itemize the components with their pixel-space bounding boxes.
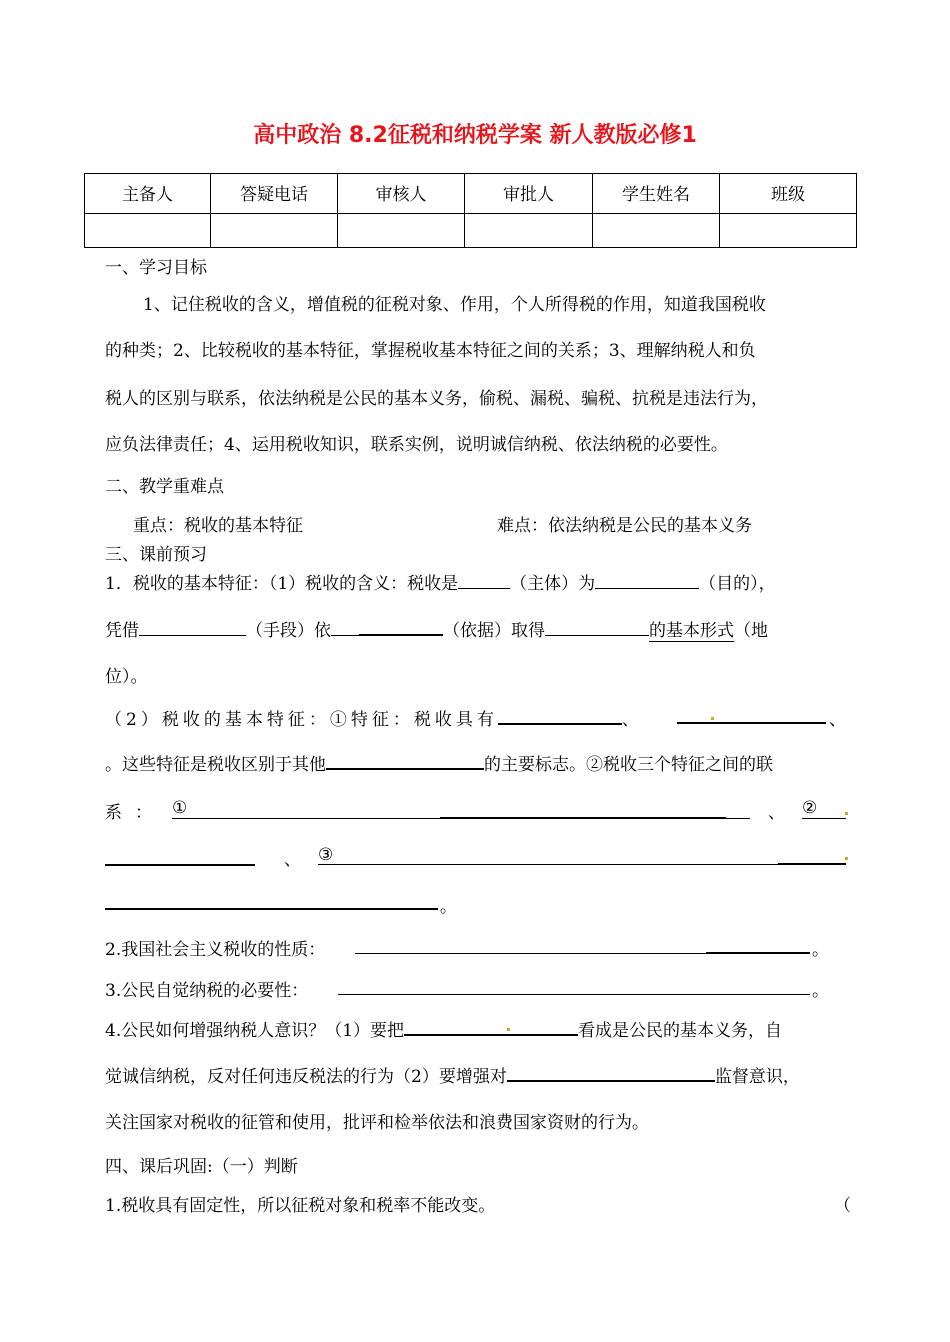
blank-nature-b[interactable] [706,952,810,954]
blank-purpose[interactable] [595,570,699,589]
difficult-point: 难点：依法纳税是公民的基本义务 [497,516,752,536]
q4-line3: 关注国家对税收的征管和使用，批评和检举依法和浪费国家资财的行为。 [105,1113,649,1133]
blank-subject[interactable] [458,570,510,589]
q4-line1 [105,1016,782,1041]
table-header-cell: 主备人 [85,174,211,214]
q4-text: 看成是公民的基本义务，自 [578,1021,783,1041]
section1-heading: 一、学习目标 [105,258,207,278]
section2-heading: 二、教学重难点 [105,477,224,497]
q1-text: 凭借 [105,621,139,641]
objective-line: 税人的区别与联系，依法纳税是公民的基本义务，偷税、漏税、骗税、抗税是违法行为， [105,389,768,409]
q1-line5 [105,750,773,775]
q1-text: （依据）取得 [443,621,545,641]
table-header-cell: 审核人 [338,174,465,214]
q4-text: 觉诚信纳税，反对任何违反税法的行为（2）要增强对 [105,1067,507,1087]
judgement-item-1: 1.税收具有固定性，所以征税对象和税率不能改变。 [105,1196,496,1216]
blank-necessity[interactable] [338,994,810,995]
page-title: 高中政治 8.2征税和纳税学案 新人教版必修1 [253,123,697,148]
blank-relation-2[interactable] [802,818,846,819]
q1-text: （目的）， [699,574,776,594]
mark-dot [845,857,848,860]
q1-text: ③ [318,845,334,865]
q1-text: 的主要标志。②税收三个特征之间的联 [484,755,773,775]
q1-text: 的基本形式 [649,621,734,641]
section3-heading: 三、课前预习 [105,545,207,565]
q2-label: 2.我国社会主义税收的性质： [105,940,326,960]
table-cell[interactable] [720,214,857,248]
q1-text: 、 [621,710,639,730]
table-cell[interactable] [593,214,720,248]
q4-text: 4.公民如何增强纳税人意识？（1）要把 [105,1021,405,1041]
q1-text: ① [172,798,188,818]
blank-supervision[interactable] [507,1062,715,1082]
table-header-cell: 班级 [720,174,857,214]
q1-text: 1．税收的基本特征：（1）税收的含义：税收是 [105,574,459,594]
objective-line: 1、记住税收的含义，增值税的征税对象、作用，个人所得税的作用，知道我国税收 [143,295,766,315]
mark-dot [507,1028,510,1031]
q1-text: 。这些特征是税收区别于其他 [105,755,326,775]
q1-text: 、 [829,710,846,730]
blank-basis-a[interactable] [331,617,359,636]
q1-text: 、 [284,850,301,870]
table-cell[interactable] [465,214,593,248]
blank-feature-2[interactable] [677,722,826,724]
q1-line1 [105,569,776,594]
blank-relation-3[interactable] [318,864,846,865]
mark-dot [845,812,848,815]
table-cell[interactable] [85,214,211,248]
q1-text: （地 [734,621,768,641]
mark-dot [711,717,714,720]
q1-text: ② [802,798,818,818]
answer-paren: （ [834,1196,851,1216]
q1-text: 。 [440,897,457,917]
q4-line2 [105,1062,800,1087]
section4-heading: 四、课后巩固:（一）判断 [105,1157,298,1177]
blank-means[interactable] [139,617,246,636]
table-header-cell: 答疑电话 [211,174,338,214]
table-header-row [85,174,857,214]
q1-text: 位）。 [105,667,148,687]
table-cell[interactable] [338,214,465,248]
blank-basis-b[interactable] [359,616,443,636]
key-point: 重点：税收的基本特征 [133,516,303,536]
blank-relation-2b[interactable] [105,864,255,866]
blank-relation-1b[interactable] [440,817,726,819]
table-header-cell: 审批人 [465,174,593,214]
q4-text: 监督意识， [714,1067,800,1087]
q1-text: ： [135,803,152,823]
q1-line2 [105,616,768,641]
blank-revenue[interactable] [326,750,484,770]
objective-line: 应负法律责任；4、运用税收知识，联系实例，说明诚信纳税、依法纳税的必要性。 [105,435,728,455]
q1-line4 [105,705,639,730]
objective-line: 的种类；2、比较税收的基本特征，掌握税收基本特征之间的关系；3、理解纳税人和负 [105,341,756,361]
q3-end: 。 [812,981,829,1001]
blank-relation-3c[interactable] [105,908,438,910]
q1-text: （主体）为 [510,574,596,594]
q1-text: （2）税收的基本特征：①特征：税收具有 [105,710,498,730]
blank-duty[interactable] [404,1016,578,1036]
q2-end: 。 [812,940,829,960]
table-row [85,214,857,248]
q1-text: （手段）依 [246,621,331,641]
q1-text: 系 [105,803,122,823]
info-table [84,173,857,248]
q1-text: 、 [768,803,785,823]
q3-label: 3.公民自觉纳税的必要性： [105,981,309,1001]
table-header-cell: 学生姓名 [593,174,720,214]
blank-feature-1[interactable] [498,705,622,725]
table-cell[interactable] [211,214,338,248]
blank-income[interactable] [545,617,649,636]
blank-relation-3b[interactable] [778,863,846,865]
